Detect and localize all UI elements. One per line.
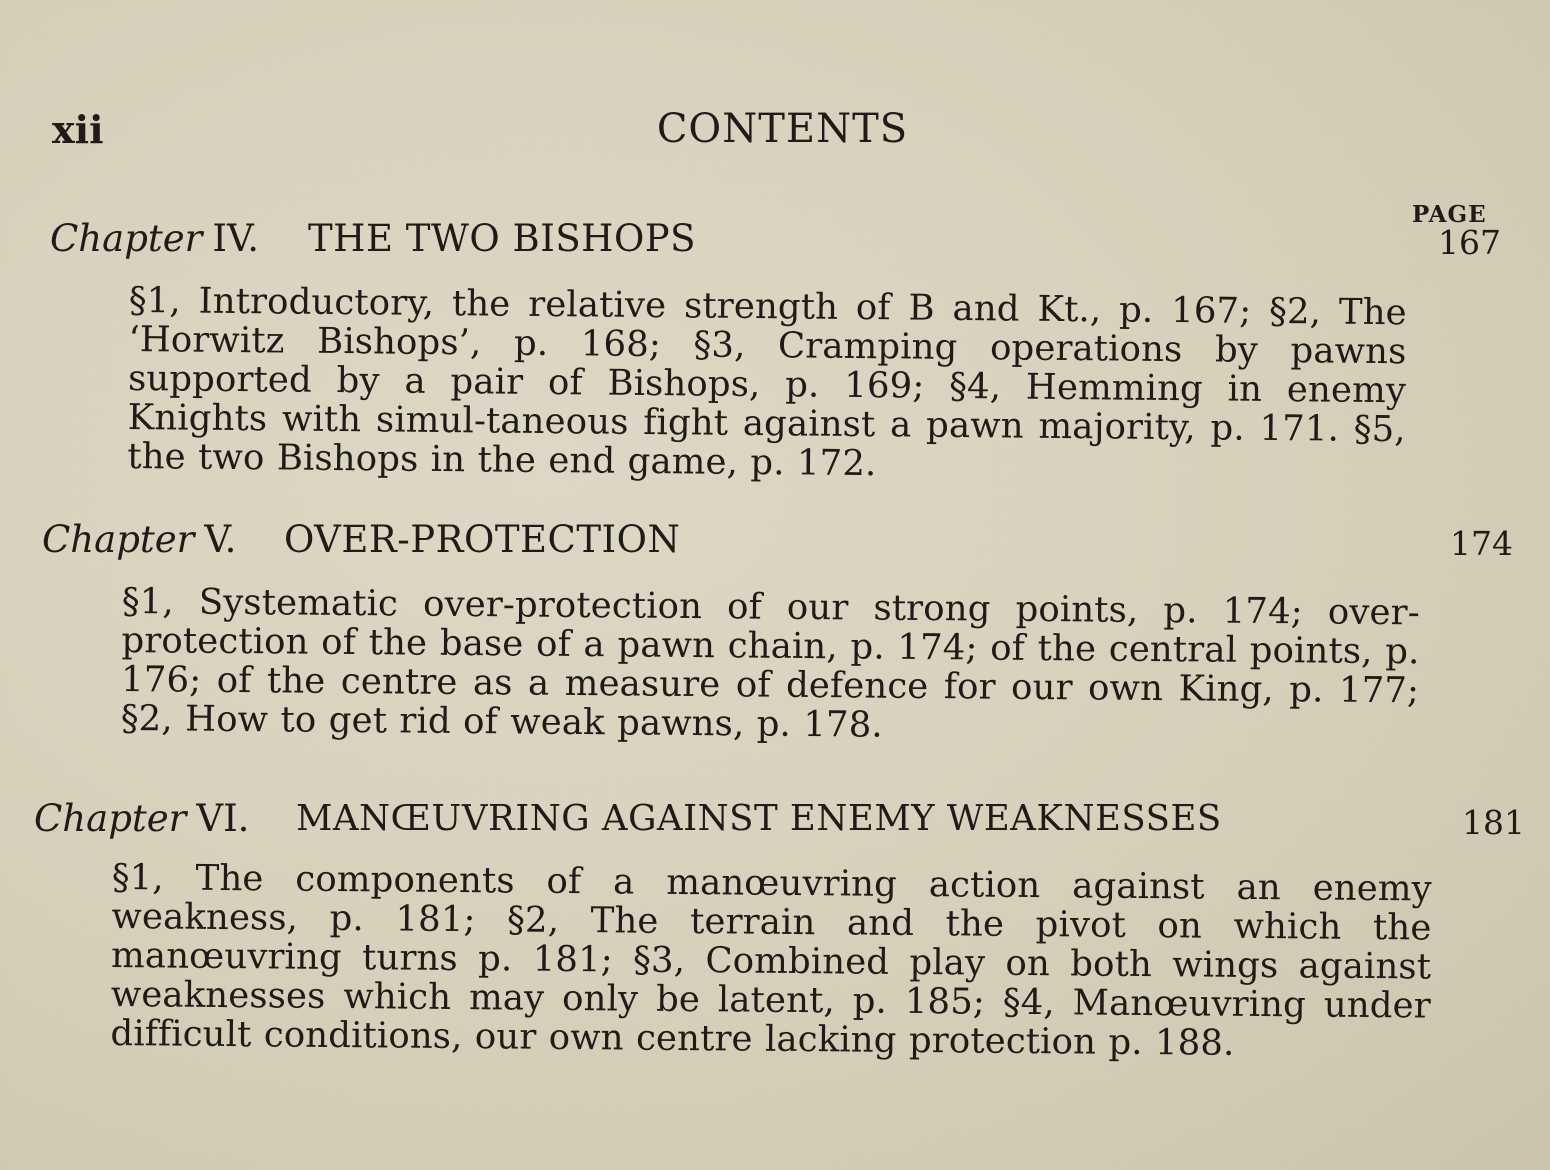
chapter-summary: §1, The components of a manœuvring action against an enemy weakness, p. 181; §2, The terrain and the pivot on which the manœuvring turns p. 181; §3, Combined play on both wings against weaknesses which may only be latent, p. 185; §4, Manœuvring under difficult conditions, our own centre lacking protection p. 188. — [110, 857, 1432, 1064]
chapter-word: Chapter — [42, 518, 195, 561]
chapter-page-number: 167 — [1438, 223, 1501, 262]
chapter-page-number: 174 — [1450, 524, 1513, 563]
chapter-title: OVER-PROTECTION — [284, 518, 681, 561]
chapter-entry-v[interactable] — [42, 517, 1513, 563]
chapter-word: Chapter — [34, 797, 187, 840]
chapter-number: VI. — [196, 797, 250, 840]
chapter-summary: §1, Introductory, the relative strength of B and Kt., p. 167; §2, The ‘Horwitz Bishops’, p. 168; §3, Cramping operations by pawns supported by a pair of Bishops, p. 169; §4, Hemming in enemy Knights with simul-taneous fight against a pawn majority, p. 171. §5, the two Bishops in the end game, p. 172. — [127, 280, 1407, 485]
chapter-number: V. — [204, 518, 237, 561]
chapter-title: THE TWO BISHOPS — [308, 217, 697, 260]
folio-number: xii — [52, 107, 104, 152]
chapter-page-number: 181 — [1462, 803, 1525, 842]
chapter-entry-vi[interactable] — [34, 796, 1525, 842]
chapter-word: Chapter — [50, 217, 203, 260]
chapter-number: IV. — [212, 217, 259, 260]
chapter-summary: §1, Systematic over-protection of our strong points, p. 174; over-protection of the base of a pawn chain, p. 174; of the central points, p. 176; of the centre as a measure of defence for our own King, p. 177; §2, How to get rid of weak pawns, p. 178. — [120, 581, 1420, 746]
running-head-title: CONTENTS — [656, 106, 909, 152]
page-column-label: PAGE — [1412, 201, 1487, 228]
chapter-title: MANŒUVRING AGAINST ENEMY WEAKNESSES — [296, 798, 1222, 839]
chapter-entry-iv[interactable] — [50, 216, 1501, 262]
